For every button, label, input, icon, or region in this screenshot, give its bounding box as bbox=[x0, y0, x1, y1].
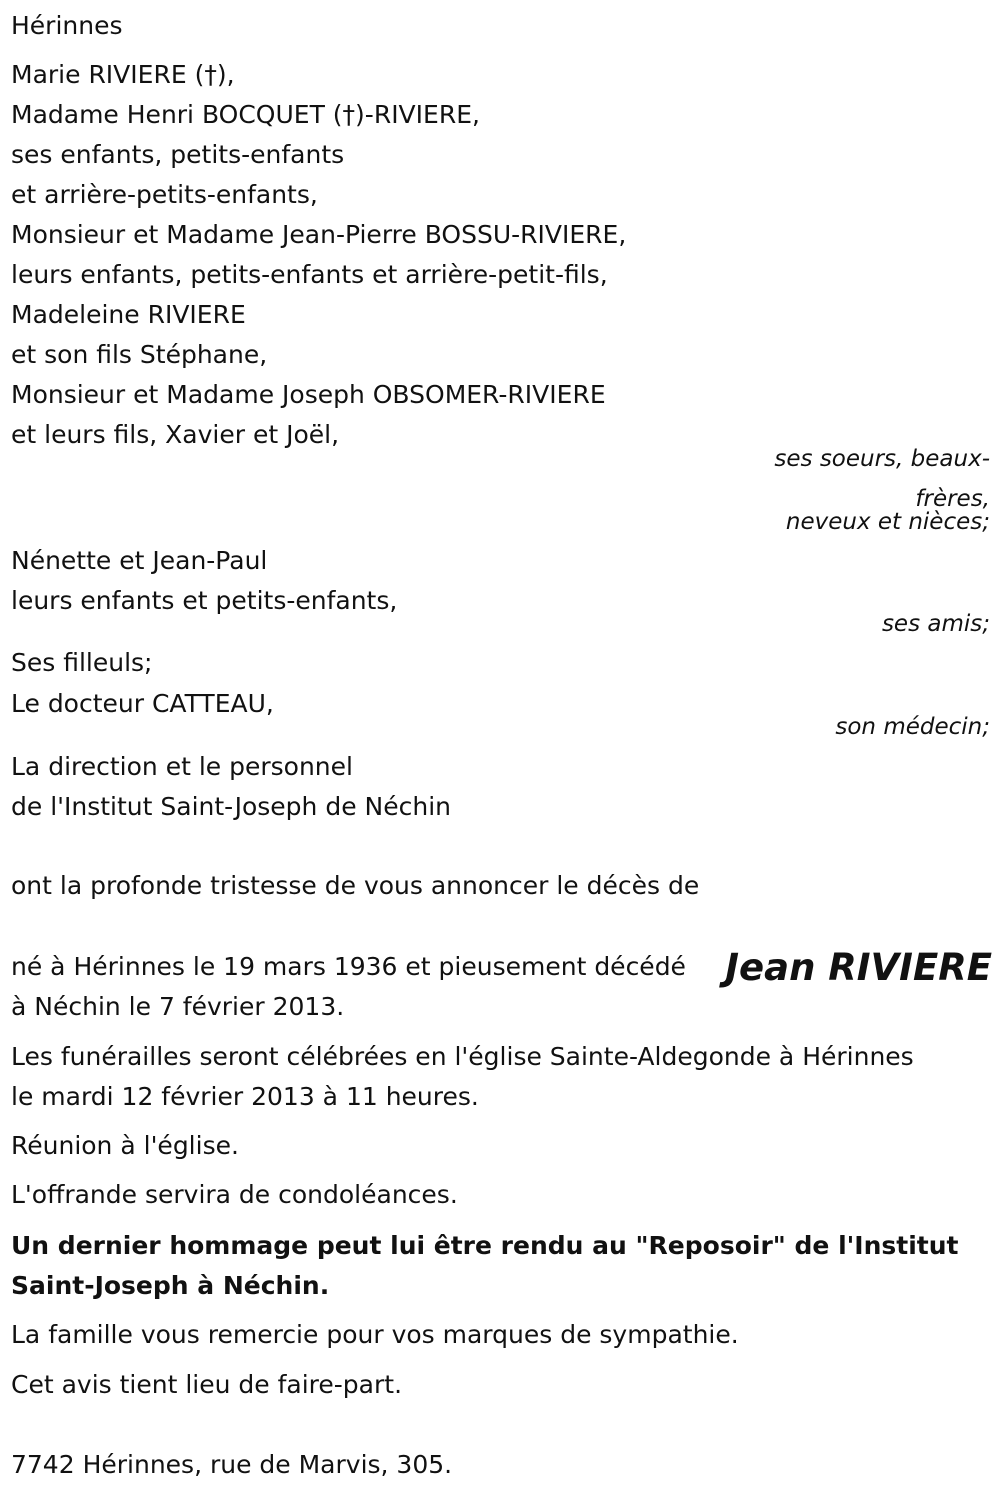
friends-line: Nénette et Jean-Paul bbox=[11, 546, 268, 575]
tribute-line: Saint-Joseph à Néchin. bbox=[11, 1271, 330, 1300]
relation-family: frères, bbox=[915, 486, 990, 512]
doctor-line: Le docteur CATTEAU, bbox=[11, 689, 274, 718]
death-line: à Néchin le 7 février 2013. bbox=[11, 992, 345, 1021]
address-line: 7742 Hérinnes, rue de Marvis, 305. bbox=[11, 1450, 453, 1479]
institute-line: de l'Institut Saint-Joseph de Néchin bbox=[11, 792, 451, 821]
tribute-line: Un dernier hommage peut lui être rendu au "Reposoir" de l'Institut bbox=[11, 1231, 959, 1260]
family-line: et son fils Stéphane, bbox=[11, 340, 268, 369]
relation-doctor: son médecin; bbox=[835, 714, 990, 740]
funeral-line: le mardi 12 février 2013 à 11 heures. bbox=[11, 1082, 479, 1111]
relation-family: neveux et nièces; bbox=[785, 509, 990, 535]
announcement: ont la profonde tristesse de vous annoncer le décès de bbox=[11, 871, 700, 900]
family-line: Marie RIVIERE (†), bbox=[11, 60, 235, 89]
notice-line: Cet avis tient lieu de faire-part. bbox=[11, 1370, 403, 1399]
family-line: et arrière-petits-enfants, bbox=[11, 180, 318, 209]
family-line: Monsieur et Madame Jean-Pierre BOSSU-RIVIERE, bbox=[11, 220, 627, 249]
relation-family: ses soeurs, beaux- bbox=[774, 446, 990, 472]
institute-line: La direction et le personnel bbox=[11, 752, 353, 781]
family-line: Madeleine RIVIERE bbox=[11, 300, 246, 329]
birth-line: né à Hérinnes le 19 mars 1936 et pieusement décédé bbox=[11, 952, 686, 981]
relation-friends: ses amis; bbox=[881, 611, 990, 637]
family-line: ses enfants, petits-enfants bbox=[11, 140, 345, 169]
thanks-line: La famille vous remercie pour vos marques de sympathie. bbox=[11, 1320, 739, 1349]
funeral-line: Les funérailles seront célébrées en l'église Sainte-Aldegonde à Hérinnes bbox=[11, 1042, 914, 1071]
family-line: leurs enfants, petits-enfants et arrière-petit-fils, bbox=[11, 260, 608, 289]
friends-line: leurs enfants et petits-enfants, bbox=[11, 586, 398, 615]
place-heading: Hérinnes bbox=[11, 11, 123, 40]
meeting-line: Réunion à l'église. bbox=[11, 1131, 239, 1160]
godchildren-line: Ses filleuls; bbox=[11, 648, 153, 677]
family-line: Madame Henri BOCQUET (†)-RIVIERE, bbox=[11, 100, 480, 129]
family-line: et leurs fils, Xavier et Joël, bbox=[11, 420, 340, 449]
offering-line: L'offrande servira de condoléances. bbox=[11, 1180, 458, 1209]
family-line: Monsieur et Madame Joseph OBSOMER-RIVIERE bbox=[11, 380, 606, 409]
deceased-name: Jean RIVIERE bbox=[725, 946, 992, 989]
